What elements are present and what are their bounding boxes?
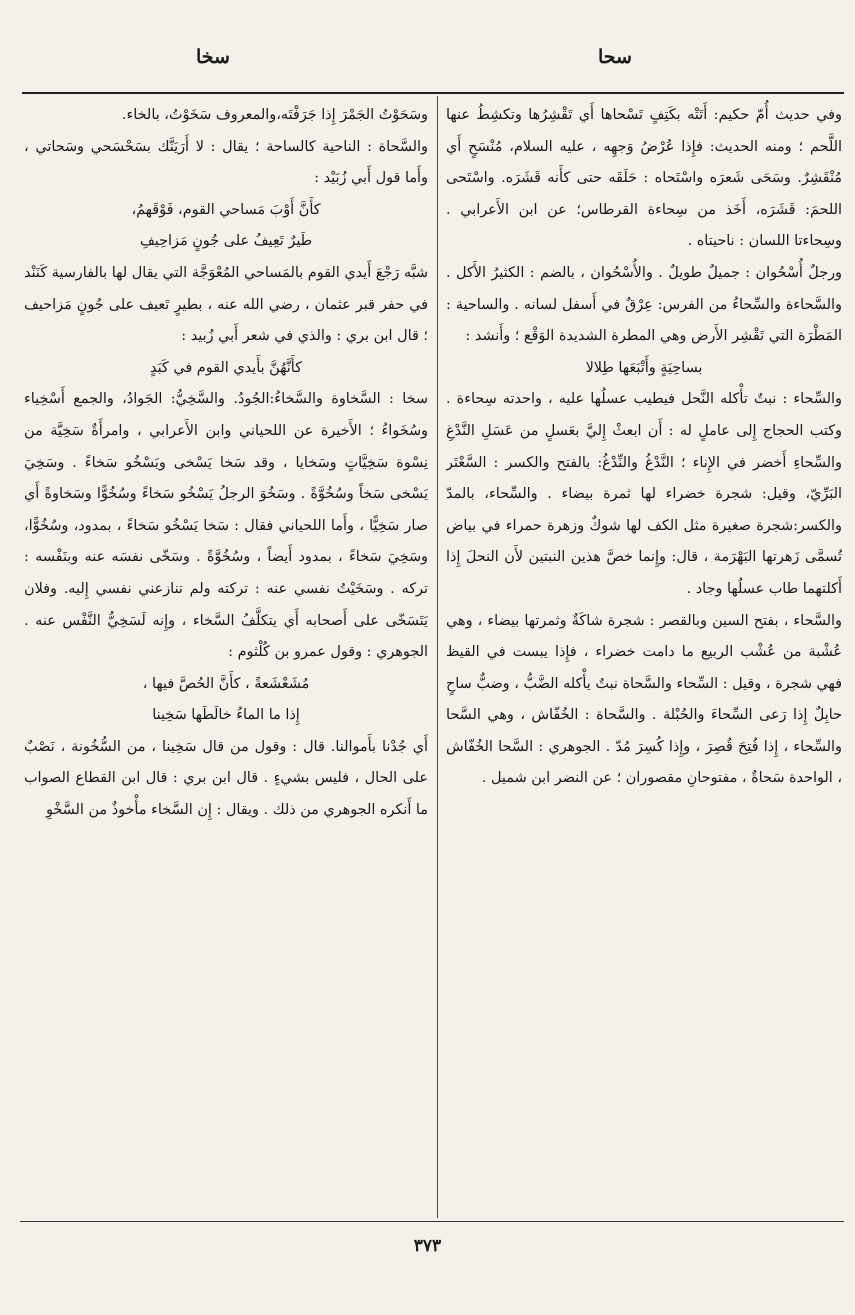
footer-rule	[20, 1221, 844, 1222]
left-column	[24, 100, 428, 1216]
verse-line: كأَنَّهُنَّ بأَيدي القوم في كَبَدٍ	[150, 359, 302, 376]
paragraph: أَي جُدْنا بأَموالنا. قال : وقول من قال سَخِينا ، من السُّخُونة ، نَصْبٌ على الحال ، فليس بشيءٍ . قال ابن بري : قال ابن القطاع الصواب ما أَنكره الجوهري من ذلك . ويقال : إِن السَّخاء مأْخوذٌ من السَّخْوِ	[24, 738, 428, 819]
entry-paragraph: سخا : السَّخاوة والسَّخاءُ:الجُودُ. والسَّخِيُّ: الجَوادُ، والجمع أَسْخِياء وسُخَواءُ ؛ الأَخيرة عن اللحياني وابن الأَعرابي ، وامرأَةٌ سَخِيَّة من نِسْوة سَخِيَّاتٍ وسَخايا ، وقد سَخا يَسْخى ويَسْخُو سَخاءً . وسَخِيَ يَسْخى سَخاً وسُخُوَّةً . وسَخُوَ الرجلُ يَسْخُو سَخاءً وسُخُوًّا وسَخاوةً أَي صار سَخِيًّا ، وأَما اللحياني فقال : سَخا يَسْخُو سَخاءً ، بمدود، وسُخُوًّا، وسَخِيَ سَخاءً ، بمدود أَيضاً ، وسُخُوَّةً . وسَخّى نفسَه عنه وبنَفْسه : تركه . وسَخَيْتُ نفسي عنه : تركته ولم تنازعني نفسي إِليه. وفلان يَتَسَخّى على أَصحابه أَي يتكلَّفُ السَّخاء ، وإِنه لَسَخِيُّ النَّفْس عنه . الجوهري : وقول عمرو بن كُلْثوم :	[24, 391, 428, 661]
verse-line: طَيرٌ تَعِيفُ على جُونٍ مَزاحِيفِ	[139, 233, 313, 250]
verse-line: كأَنَّ أَوْبَ مَساحي القوم، فَوْقَهمُ،	[131, 201, 321, 218]
paragraph: شبَّه رَجْعَ أَيدي القوم بالمَساحي المُعْوَجَّة التي يقال لها بالفارسية كَنَنْد في حفر قبر عثمان ، رضي الله عنه ، بطيرٍ تَعيف على جُونٍ مَزاحيف ؛ قال ابن بري : والذي في شعر أَبي زُبيد :	[24, 264, 428, 345]
verse-line: بساحِيَةٍ وأَتْبَعَها طِلالا	[585, 359, 703, 376]
page-number: ٣٧٣	[413, 1236, 442, 1256]
paragraph: والسَّحاة : الناحية كالساحة ؛ يقال : لا أَرَيَنَّك بسَحْسَحي وسَحاتي ، وأَما قول أَبي زُبَيْد :	[24, 138, 428, 187]
verse-line: مُشَعْشَعةً ، كأَنَّ الحُصَّ فيها ،	[142, 675, 310, 692]
page-header	[0, 46, 855, 80]
header-rule	[22, 92, 844, 94]
paragraph: ورجلٌ أُسْحُوان : جميلٌ طويلٌ . والأُسْحُوان ، بالضم : الكثيرُ الأَكل . والسَّحاءة والسِّحاءُ من الفرس: عِرْقٌ في أَسفل لسانه . والساحية : المَطْرَة التي تَقْشِر الأَرض وهي المطرة الشديدة الوَقْع ؛ وأَنشد :	[446, 264, 842, 345]
paragraph: والسَّحاء ، بفتح السين وبالقصر : شجرة شاكَةٌ وثمرتها بيضاء ، وهي عُشْبة من عُشْب الربيع ما دامت خضراء ، فإِذا يبست في القيظ فهي شجرة ، وقيل : السِّحاء والسَّحاة نبتٌ يأْكله الضَّبُّ ، وضبٌّ ساحٍ حابِلٌ إِذا رَعى السِّحاءَ والحُبْلة . والسَّحاة : الخُفّاش ، وهي السَّحا والسِّحاء ، إِذا فُتِحَ قُصِرَ ، وإِذا كُسِرَ مُدّ . الجوهري : السَّحا الخُفّاش ، الواحدة سَحاةٌ ، مفتوحانِ مقصوران ؛ عن النضر ابن شميل .	[446, 612, 842, 787]
right-column	[446, 100, 842, 1216]
header-right-root-word: سحا	[598, 46, 632, 68]
paragraph: وفي حديث أُمّ حكيم: أَتَتْه بكَتِفٍ تَسْحاها أَي تَقْشِرُها وتكشِطُ عنها اللَّحم ؛ ومنه الحديث: فإِذا عُرْضُ وَجهِه ، عليه السلام، مُنْسَحٍ أَي مُنْقَشِرٌ. وسَحَى شَعرَه واسْتَحاه : حَلَقَه حتى كأَنه قَشَرَه. واسْتَحى اللحمَ: قَشَرَه، أَخَذ من سِحاءة القرطاس؛ عن ابن الأَعرابي . وسِحاءتا اللسان : ناحيتاه .	[446, 107, 842, 250]
column-divider	[437, 96, 438, 1218]
verse-line: إِذا ما الماءُ خالَطَها سَخِينا	[152, 707, 300, 724]
paragraph: والسِّحاء : نبتٌ تأْكله النَّحل فيطيب عسلُها عليه ، واحدته سِحاءة . وكتب الحجاج إِلى عاملٍ له : أَن ابعثْ إِليَّ بعَسلٍ من عَسَلِ النَّدْغِ والسِّحاءِ أَخضر في الإِناء ؛ النَّدْغُ والنِّدْغُ: بالفتح والكسر : السَّعْتَر البَرِّيّ، وقيل: شجرة خضراء لها ثمرة بيضاء . والسِّحاء، بالمدّ والكسر:شجرة صغيرة مثل الكف لها شوكٌ وزهرة حمراء في بياض تُسمَّى زَهرتها البَهْرَمة ، قال: وإِنما خصَّ هذين النبتين لأَن النحلَ إِذا أَكلتهما طاب عسلُها وجاد .	[446, 391, 842, 597]
paragraph: وسَحَوْتُ الجَمْرَ إِذا جَرَفْتَه،والمعروف سَخَوْتُ، بالخاء.	[121, 107, 428, 123]
header-left-root-word: سخا	[196, 46, 230, 68]
